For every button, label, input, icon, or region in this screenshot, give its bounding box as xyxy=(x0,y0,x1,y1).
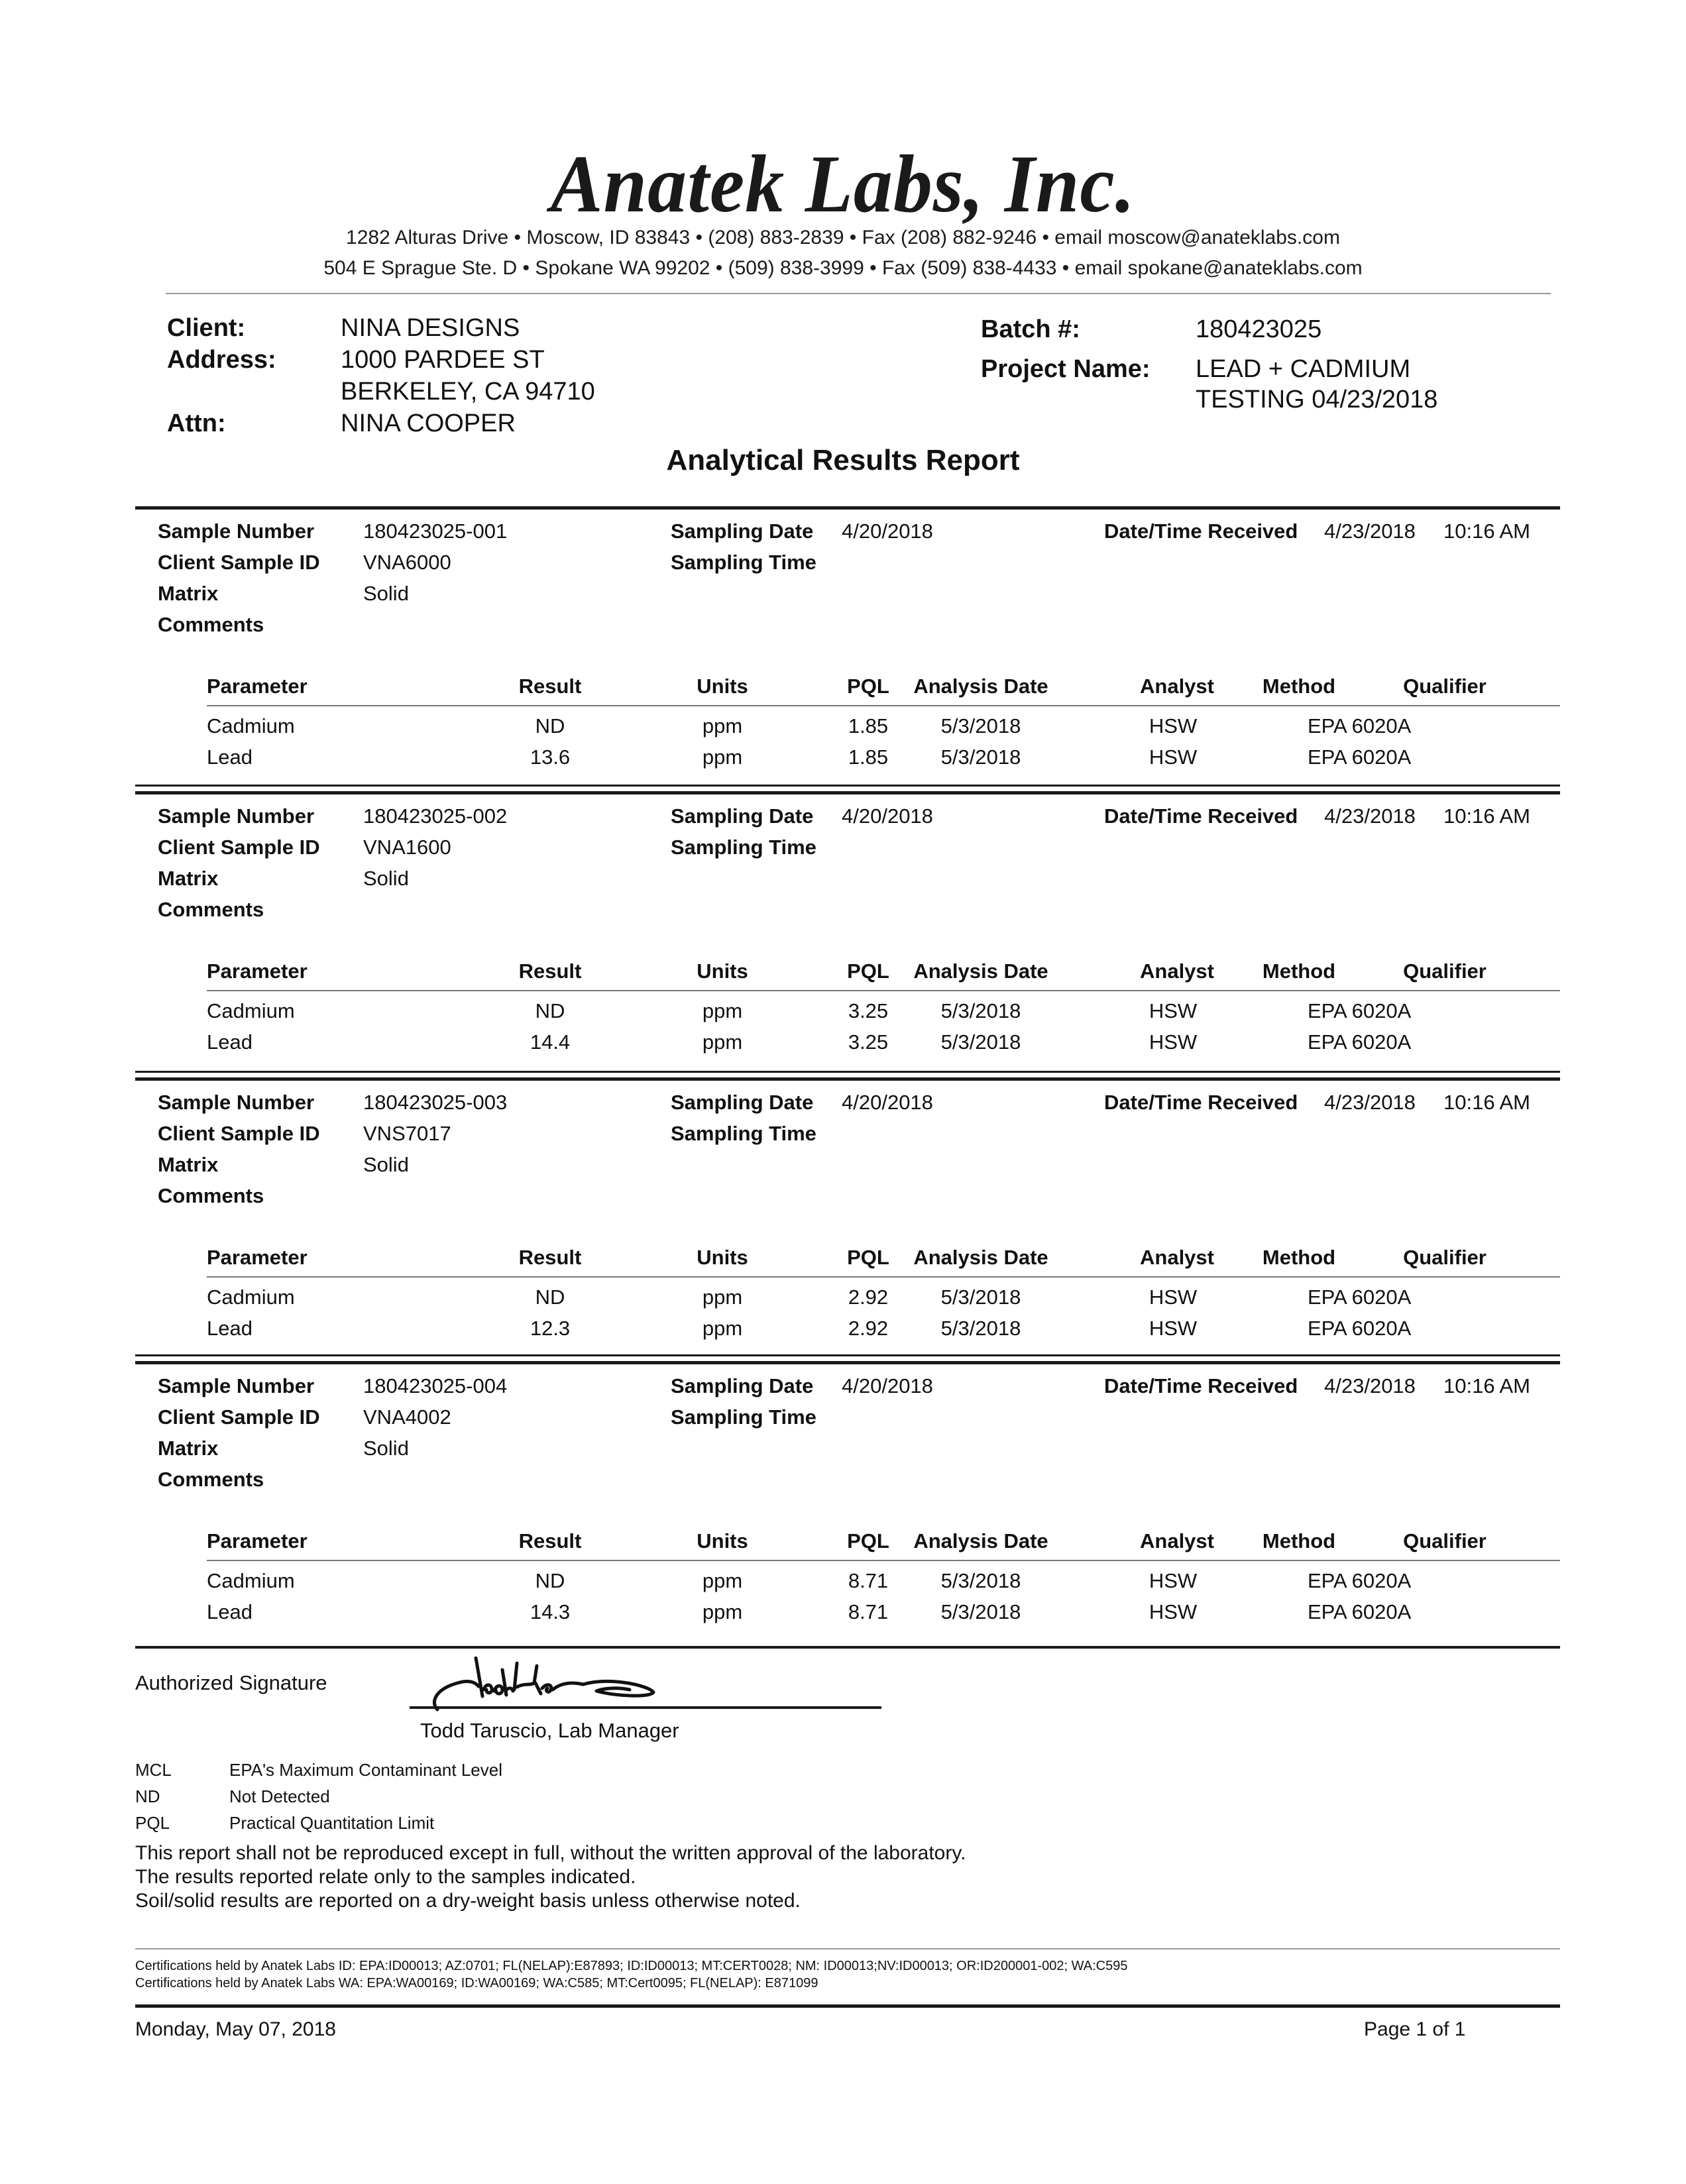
batch-label: Batch #: xyxy=(981,315,1080,343)
sampling-date-value: 4/20/2018 xyxy=(842,519,933,543)
column-header: Method xyxy=(1262,675,1336,698)
matrix-label: Matrix xyxy=(158,582,219,605)
cell-pql: 8.71 xyxy=(848,1569,889,1592)
column-header: Result xyxy=(518,1246,582,1269)
column-header: PQL xyxy=(847,1246,889,1269)
cell-result: 12.3 xyxy=(530,1317,571,1340)
matrix-value: Solid xyxy=(363,867,409,890)
cell-result: 13.6 xyxy=(530,745,571,769)
client-sample-id-label: Client Sample ID xyxy=(158,1122,320,1145)
cell-pql: 2.92 xyxy=(848,1285,889,1309)
project-label: Project Name: xyxy=(981,355,1151,383)
column-header: Analyst xyxy=(1140,959,1214,983)
cell-parameter: Lead xyxy=(207,1600,253,1623)
cell-method: EPA 6020A xyxy=(1308,999,1412,1022)
sampling-time-label: Sampling Time xyxy=(671,1122,816,1145)
received-date-value: 4/23/2018 xyxy=(1324,1091,1416,1114)
cell-units: ppm xyxy=(702,1569,743,1592)
sampling-date-label: Sampling Date xyxy=(671,804,814,828)
sample-divider-thin xyxy=(135,1354,1560,1356)
sample-number-label: Sample Number xyxy=(158,519,315,543)
received-date-value: 4/23/2018 xyxy=(1324,1374,1416,1397)
cell-pql: 3.25 xyxy=(848,1030,889,1054)
cell-analyst: HSW xyxy=(1149,1317,1198,1340)
cell-units: ppm xyxy=(702,999,743,1022)
page-number: Page 1 of 1 xyxy=(1364,2018,1466,2040)
column-header: Result xyxy=(518,675,582,698)
column-header: Parameter xyxy=(207,959,308,983)
disclaimer: The results reported relate only to the samples indicated. xyxy=(135,1866,636,1888)
column-header: Result xyxy=(518,959,582,983)
column-header: PQL xyxy=(847,959,889,983)
matrix-label: Matrix xyxy=(158,1437,219,1460)
cell-units: ppm xyxy=(702,714,743,737)
glossary-meaning: Not Detected xyxy=(229,1786,330,1806)
date-time-received-label: Date/Time Received xyxy=(1104,804,1298,828)
table-header-rule xyxy=(207,1276,1560,1278)
cell-parameter: Cadmium xyxy=(207,1285,295,1309)
project-line-1: LEAD + CADMIUM xyxy=(1196,355,1411,383)
column-header: Qualifier xyxy=(1403,1529,1487,1553)
column-header: Analysis Date xyxy=(913,959,1048,983)
column-header: Analysis Date xyxy=(913,1529,1048,1553)
sampling-date-label: Sampling Date xyxy=(671,1091,814,1114)
received-time-value: 10:16 AM xyxy=(1443,519,1530,543)
cell-analysis-date: 5/3/2018 xyxy=(940,1285,1021,1309)
column-header: Method xyxy=(1262,1529,1336,1553)
sample-number-value: 180423025-002 xyxy=(363,804,508,828)
cell-parameter: Cadmium xyxy=(207,999,295,1022)
project-line-2: TESTING 04/23/2018 xyxy=(1196,386,1438,413)
sample-number-value: 180423025-003 xyxy=(363,1091,508,1114)
cell-analysis-date: 5/3/2018 xyxy=(940,1030,1021,1054)
column-header: Qualifier xyxy=(1403,1246,1487,1269)
sample-divider xyxy=(135,791,1560,794)
cell-parameter: Cadmium xyxy=(207,714,295,737)
cell-parameter: Lead xyxy=(207,1030,253,1054)
matrix-value: Solid xyxy=(363,582,409,605)
client-sample-id-label: Client Sample ID xyxy=(158,836,320,859)
cell-analyst: HSW xyxy=(1149,714,1198,737)
address-line-1: 1000 PARDEE ST xyxy=(341,346,545,374)
certifications-id: Certifications held by Anatek Labs ID: EPA:ID00013; AZ:0701; FL(NELAP):E87893; ID:ID00013; MT:CERT0028; NM: ID00013;NV:ID00013; OR:ID200001-002; WA:C595 xyxy=(135,1959,1128,1973)
sampling-date-label: Sampling Date xyxy=(671,1374,814,1397)
cell-result: 14.3 xyxy=(530,1600,571,1623)
column-header: PQL xyxy=(847,675,889,698)
cell-result: ND xyxy=(535,1569,565,1592)
sampling-date-value: 4/20/2018 xyxy=(842,804,933,828)
column-header: Parameter xyxy=(207,1246,308,1269)
samples-end-divider xyxy=(135,1646,1560,1649)
cell-analysis-date: 5/3/2018 xyxy=(940,1317,1021,1340)
received-time-value: 10:16 AM xyxy=(1443,1374,1530,1397)
cell-analysis-date: 5/3/2018 xyxy=(940,745,1021,769)
sample-divider xyxy=(135,506,1560,510)
sample-divider xyxy=(135,1361,1560,1364)
moscow-address: 1282 Alturas Drive • Moscow, ID 83843 • (208) 883-2839 • Fax (208) 882-9246 • email moscow@anateklabs.com xyxy=(346,227,1340,248)
cell-units: ppm xyxy=(702,1285,743,1309)
cell-analysis-date: 5/3/2018 xyxy=(940,1569,1021,1592)
cell-units: ppm xyxy=(702,1600,743,1623)
sample-number-value: 180423025-004 xyxy=(363,1374,508,1397)
authorized-signature-label: Authorized Signature xyxy=(135,1671,327,1694)
column-header: Units xyxy=(697,1529,748,1553)
cell-pql: 1.85 xyxy=(848,745,889,769)
date-time-received-label: Date/Time Received xyxy=(1104,1091,1298,1114)
sampling-time-label: Sampling Time xyxy=(671,551,816,574)
received-date-value: 4/23/2018 xyxy=(1324,519,1416,543)
cell-units: ppm xyxy=(702,745,743,769)
column-header: Analyst xyxy=(1140,1529,1214,1553)
date-time-received-label: Date/Time Received xyxy=(1104,1374,1298,1397)
glossary-meaning: EPA's Maximum Contaminant Level xyxy=(229,1760,502,1780)
cell-analyst: HSW xyxy=(1149,1285,1198,1309)
signature-line xyxy=(410,1706,881,1709)
cell-units: ppm xyxy=(702,1317,743,1340)
cell-pql: 3.25 xyxy=(848,999,889,1022)
address-line-2: BERKELEY, CA 94710 xyxy=(341,378,595,406)
client-sample-id-value: VNS7017 xyxy=(363,1122,451,1145)
column-header: Method xyxy=(1262,959,1336,983)
cell-method: EPA 6020A xyxy=(1308,745,1412,769)
certifications-wa: Certifications held by Anatek Labs WA: EPA:WA00169; ID:WA00169; WA:C585; MT:Cert0095; FL(NELAP): E871099 xyxy=(135,1976,818,1991)
report-title: Analytical Results Report xyxy=(666,444,1020,476)
cell-parameter: Lead xyxy=(207,1317,253,1340)
spokane-address: 504 E Sprague Ste. D • Spokane WA 99202 • (509) 838-3999 • Fax (509) 838-4433 • email spokane@anateklabs.com xyxy=(323,257,1363,279)
column-header: Analysis Date xyxy=(913,675,1048,698)
address-label: Address: xyxy=(167,346,276,374)
client-sample-id-label: Client Sample ID xyxy=(158,1405,320,1429)
report-date: Monday, May 07, 2018 xyxy=(135,2018,336,2040)
client-sample-id-value: VNA1600 xyxy=(363,836,451,859)
comments-label: Comments xyxy=(158,898,264,921)
column-header: Units xyxy=(697,675,748,698)
comments-label: Comments xyxy=(158,1184,264,1207)
glossary-meaning: Practical Quantitation Limit xyxy=(229,1813,435,1833)
received-time-value: 10:16 AM xyxy=(1443,804,1530,828)
cell-pql: 8.71 xyxy=(848,1600,889,1623)
matrix-label: Matrix xyxy=(158,1153,219,1176)
column-header: PQL xyxy=(847,1529,889,1553)
signatory-name: Todd Taruscio, Lab Manager xyxy=(420,1719,679,1742)
footer-divider xyxy=(135,2004,1560,2008)
sample-number-label: Sample Number xyxy=(158,804,315,828)
client-label: Client: xyxy=(167,314,246,342)
cell-result: ND xyxy=(535,1285,565,1309)
cell-parameter: Lead xyxy=(207,745,253,769)
column-header: Method xyxy=(1262,1246,1336,1269)
letterhead-divider xyxy=(166,293,1551,294)
cell-analyst: HSW xyxy=(1149,745,1198,769)
cell-result: ND xyxy=(535,999,565,1022)
attn-value: NINA COOPER xyxy=(341,410,516,437)
cell-result: ND xyxy=(535,714,565,737)
cell-analyst: HSW xyxy=(1149,1030,1198,1054)
sampling-date-value: 4/20/2018 xyxy=(842,1374,933,1397)
cell-analysis-date: 5/3/2018 xyxy=(940,714,1021,737)
received-time-value: 10:16 AM xyxy=(1443,1091,1530,1114)
cell-pql: 2.92 xyxy=(848,1317,889,1340)
cell-result: 14.4 xyxy=(530,1030,571,1054)
sampling-time-label: Sampling Time xyxy=(671,1405,816,1429)
comments-label: Comments xyxy=(158,613,264,636)
cell-parameter: Cadmium xyxy=(207,1569,295,1592)
matrix-value: Solid xyxy=(363,1437,409,1460)
column-header: Analyst xyxy=(1140,1246,1214,1269)
client-sample-id-label: Client Sample ID xyxy=(158,551,320,574)
column-header: Qualifier xyxy=(1403,675,1487,698)
comments-label: Comments xyxy=(158,1468,264,1491)
cell-units: ppm xyxy=(702,1030,743,1054)
date-time-received-label: Date/Time Received xyxy=(1104,519,1298,543)
disclaimer: Soil/solid results are reported on a dry-weight basis unless otherwise noted. xyxy=(135,1890,801,1912)
cell-method: EPA 6020A xyxy=(1308,1317,1412,1340)
attn-label: Attn: xyxy=(167,410,226,437)
column-header: Units xyxy=(697,959,748,983)
matrix-value: Solid xyxy=(363,1153,409,1176)
company-logo: Anatek Labs, Inc. xyxy=(550,138,1136,230)
cell-pql: 1.85 xyxy=(848,714,889,737)
cell-analyst: HSW xyxy=(1149,999,1198,1022)
sample-divider-thin xyxy=(135,1071,1560,1073)
sample-divider-thin xyxy=(135,785,1560,787)
sampling-time-label: Sampling Time xyxy=(671,836,816,859)
sample-number-value: 180423025-001 xyxy=(363,519,508,543)
certifications-divider xyxy=(135,1948,1560,1949)
sampling-date-label: Sampling Date xyxy=(671,519,814,543)
cell-method: EPA 6020A xyxy=(1308,1030,1412,1054)
column-header: Result xyxy=(518,1529,582,1553)
sample-number-label: Sample Number xyxy=(158,1374,315,1397)
disclaimer: This report shall not be reproduced except in full, without the written approval of the laboratory. xyxy=(135,1842,966,1864)
cell-analysis-date: 5/3/2018 xyxy=(940,999,1021,1022)
table-header-rule xyxy=(207,990,1560,991)
column-header: Parameter xyxy=(207,1529,308,1553)
matrix-label: Matrix xyxy=(158,867,219,890)
cell-method: EPA 6020A xyxy=(1308,1285,1412,1309)
client-sample-id-value: VNA6000 xyxy=(363,551,451,574)
batch-value: 180423025 xyxy=(1196,315,1322,343)
cell-analysis-date: 5/3/2018 xyxy=(940,1600,1021,1623)
column-header: Qualifier xyxy=(1403,959,1487,983)
column-header: Analysis Date xyxy=(913,1246,1048,1269)
column-header: Analyst xyxy=(1140,675,1214,698)
cell-analyst: HSW xyxy=(1149,1569,1198,1592)
sample-divider xyxy=(135,1077,1560,1081)
received-date-value: 4/23/2018 xyxy=(1324,804,1416,828)
client-sample-id-value: VNA4002 xyxy=(363,1405,451,1429)
glossary-abbr: MCL xyxy=(135,1760,172,1780)
client-value: NINA DESIGNS xyxy=(341,314,520,342)
cell-method: EPA 6020A xyxy=(1308,1600,1412,1623)
glossary-abbr: PQL xyxy=(135,1813,170,1833)
sampling-date-value: 4/20/2018 xyxy=(842,1091,933,1114)
cell-analyst: HSW xyxy=(1149,1600,1198,1623)
column-header: Parameter xyxy=(207,675,308,698)
table-header-rule xyxy=(207,705,1560,706)
cell-method: EPA 6020A xyxy=(1308,1569,1412,1592)
cell-method: EPA 6020A xyxy=(1308,714,1412,737)
column-header: Units xyxy=(697,1246,748,1269)
table-header-rule xyxy=(207,1560,1560,1561)
glossary-abbr: ND xyxy=(135,1786,160,1806)
sample-number-label: Sample Number xyxy=(158,1091,315,1114)
